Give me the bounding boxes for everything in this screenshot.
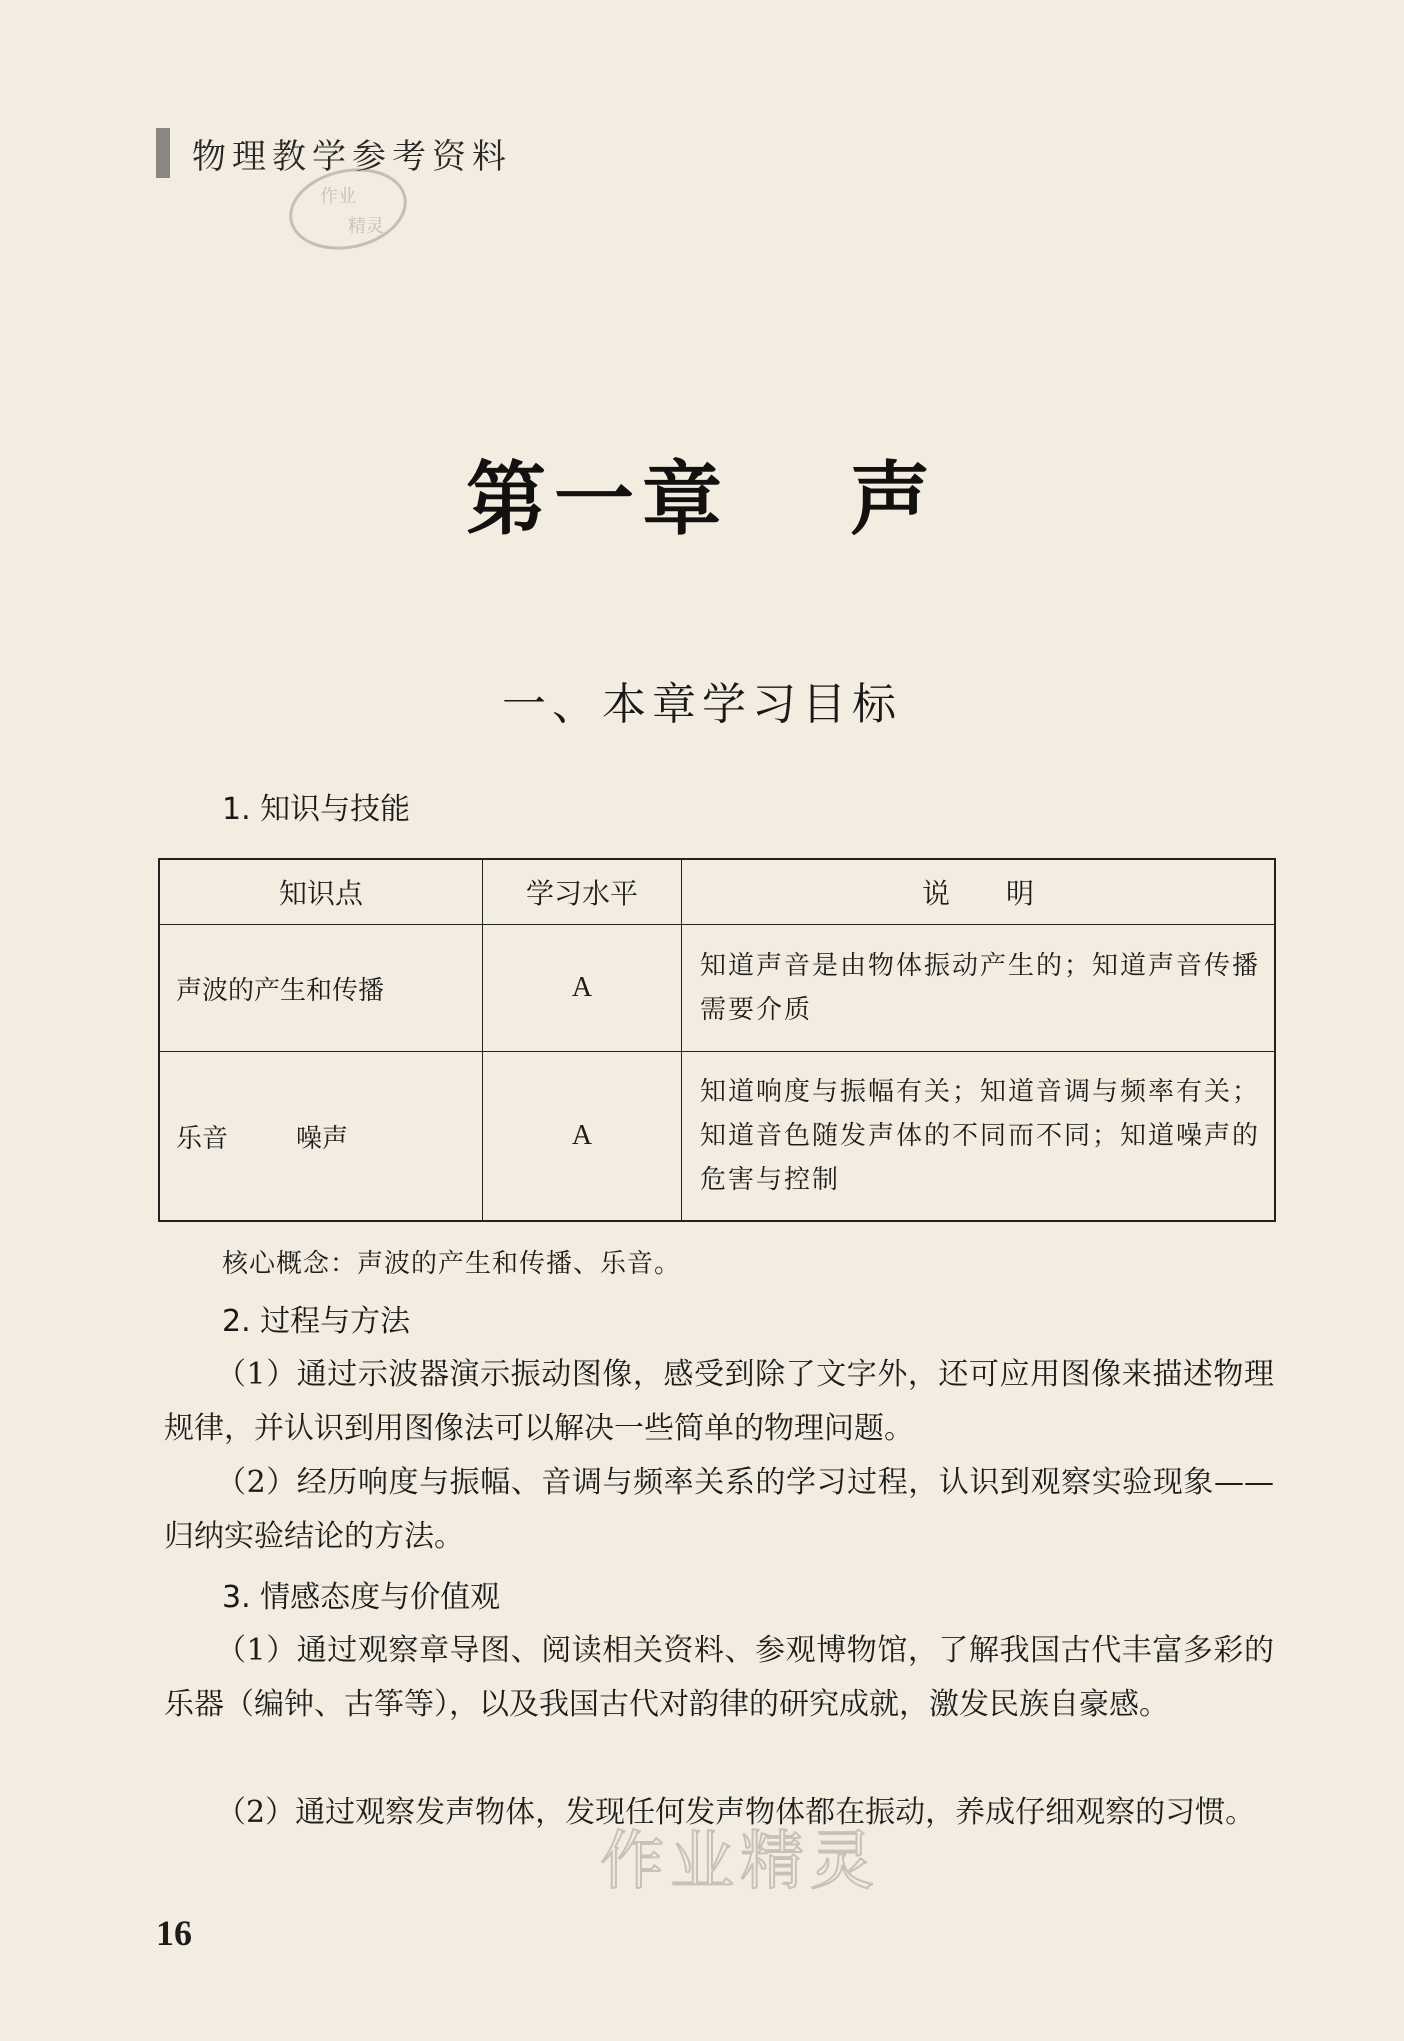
emotion-paragraph-1: （1）通过观察章导图、阅读相关资料、参观博物馆，了解我国古代丰富多彩的乐器（编钟、古筝等），以及我国古代对韵律的研究成就，激发民族自豪感。 — [164, 1633, 1274, 1722]
col-header-point: 知识点 — [159, 859, 483, 925]
table-row — [159, 1052, 1275, 1222]
process-paragraph-1: （1）通过示波器演示振动图像，感受到除了文字外，还可应用图像来描述物理规律，并认识到用图像法可以解决一些简单的物理问题。 — [164, 1357, 1274, 1446]
level-cell: A — [483, 925, 682, 1052]
watermark-stamp-icon — [284, 160, 412, 258]
knowledge-point-cell: 乐音 噪声 — [159, 1052, 483, 1222]
stamp-text-a: 作业 — [320, 186, 356, 207]
process-heading: 2. 过程与方法 — [222, 1304, 411, 1339]
table-row — [159, 925, 1275, 1052]
description-cell: 知道响度与振幅有关；知道音调与频率有关；知道音色随发声体的不同而不同；知道噪声的危害与控制 — [682, 1052, 1276, 1222]
emotion-heading: 3. 情感态度与价值观 — [222, 1580, 501, 1615]
table-header-row — [159, 859, 1275, 925]
header-title: 物理教学参考资料 — [192, 136, 512, 177]
col-header-desc: 说 明 — [682, 859, 1276, 925]
emotion-paragraph-2: （2）通过观察发声物体，发现任何发声物体都在振动，养成仔细观察的习惯。 — [216, 1795, 1256, 1830]
description-cell: 知道声音是由物体振动产生的；知道声音传播需要介质 — [682, 925, 1276, 1052]
core-concept: 核心概念：声波的产生和传播、乐音。 — [222, 1249, 682, 1279]
col-header-level: 学习水平 — [483, 859, 682, 925]
page-number: 16 — [156, 1913, 192, 1953]
stamp-text-b: 精灵 — [348, 216, 384, 237]
chapter-number: 第一章 — [466, 452, 730, 546]
knowledge-heading: 1. 知识与技能 — [222, 792, 411, 827]
chapter-name: 声 — [850, 452, 938, 546]
section-title: 一、本章学习目标 — [502, 679, 902, 730]
header-bar — [156, 128, 170, 178]
process-paragraph-2: （2）经历响度与振幅、音调与频率关系的学习过程，认识到观察实验现象——归纳实验结论的方法。 — [164, 1465, 1274, 1554]
watermark-text: 作业精灵 — [600, 1825, 880, 1899]
level-cell: A — [483, 1052, 682, 1222]
knowledge-point-cell: 声波的产生和传播 — [159, 925, 483, 1052]
learning-goals-table — [158, 858, 1276, 1222]
chapter-title — [0, 435, 1404, 550]
